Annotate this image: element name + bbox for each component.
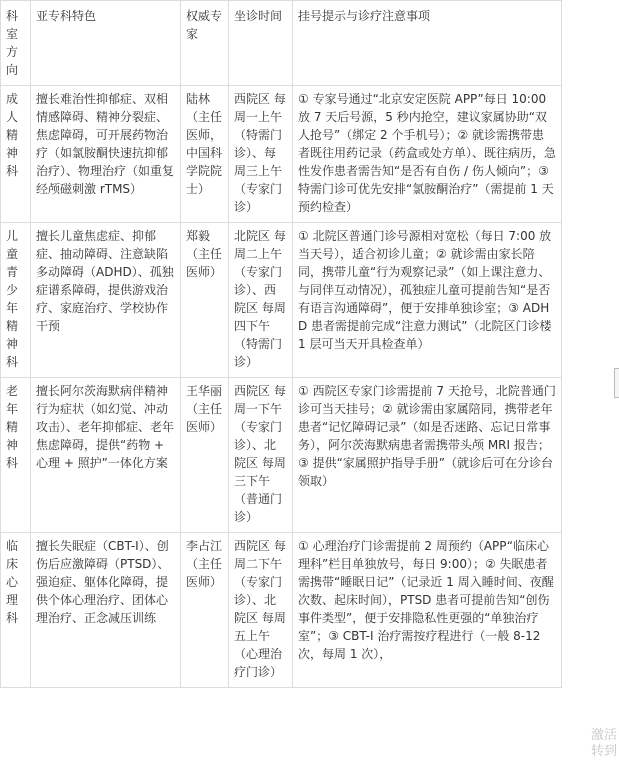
- cell-schedule: 西院区 每周一上午（特需门诊）、每周三上午（专家门诊）: [229, 86, 293, 223]
- header-notes: 挂号提示与诊疗注意事项: [293, 1, 562, 86]
- cell-schedule: 西院区 每周二下午（专家门诊）、北院区 每周五上午（心理治疗门诊）: [229, 533, 293, 688]
- table-row: [1, 86, 562, 223]
- cell-notes: ① 心理治疗门诊需提前 2 周预约（APP“临床心理科”栏目单独放号，每日 9:00）；② 失眠患者需携带“睡眠日记”（记录近 1 周入睡时间、夜醒次数、起床时间），PTSD 患者可提前告知“创伤事件类型”，便于安排隐私性更强的“单独治疗室”；③ CBT-I 治疗需按疗程进行（一般 8-12 次，每周 1 次），: [293, 533, 562, 688]
- cell-specialty: 擅长难治性抑郁症、双相情感障碍、精神分裂症、焦虑障碍，可开展药物治疗（如氯胺酮快速抗抑郁治疗）、物理治疗（如重复经颅磁刺激 rTMS）: [31, 86, 181, 223]
- side-scroll-handle[interactable]: [614, 368, 619, 398]
- table-header-row: [1, 1, 562, 86]
- cell-specialty: 擅长阿尔茨海默病伴精神行为症状（如幻觉、冲动攻击）、老年抑郁症、老年焦虑障碍，提供“药物 + 心理 + 照护”一体化方案: [31, 378, 181, 533]
- cell-notes: ① 北院区普通门诊号源相对宽松（每日 7:00 放当天号），适合初诊儿童；② 就诊需由家长陪同，携带儿童“行为观察记录”（如上课注意力、与同伴互动情况），孤独症儿童可提前告知“是否有语言沟通障碍”，便于安排单独诊室；③ ADHD 患者需提前完成“注意力测试”（北院区门诊楼 1 层可当天开具检查单）: [293, 223, 562, 378]
- cell-specialty: 擅长失眠症（CBT-I）、创伤后应激障碍（PTSD）、强迫症、躯体化障碍，提供个体心理治疗、团体心理治疗、正念减压训练: [31, 533, 181, 688]
- cell-expert: 李占江（主任医师）: [181, 533, 229, 688]
- cell-expert: 郑毅（主任医师）: [181, 223, 229, 378]
- cell-expert: 王华丽（主任医师）: [181, 378, 229, 533]
- cell-schedule: 西院区 每周一下午（专家门诊）、北院区 每周三下午（普通门诊）: [229, 378, 293, 533]
- cell-notes: ① 专家号通过“北京安定医院 APP”每日 10:00 放 7 天后号源，5 秒内抢空，建议家属协助“双人抢号”（绑定 2 个手机号）；② 就诊需携带患者既往用药记录（药盒或处方单）、既往病历，急性发作患者需告知“是否有自伤 / 伤人倾向”；③ 特需门诊可优先安排“氯胺酮治疗”（需提前 1 天预约检查）: [293, 86, 562, 223]
- cell-schedule: 北院区 每周二上午（专家门诊）、西院区 每周四下午（特需门诊）: [229, 223, 293, 378]
- header-expert: 权威专家: [181, 1, 229, 86]
- cell-dept: 临床心理科: [1, 533, 31, 688]
- watermark-line: 激活: [590, 728, 617, 743]
- header-dept: 科室方向: [1, 1, 31, 86]
- cell-specialty: 擅长儿童焦虑症、抑郁症、抽动障碍、注意缺陷多动障碍（ADHD）、孤独症谱系障碍，提供游戏治疗、家庭治疗、学校协作干预: [31, 223, 181, 378]
- watermark-line: 转到: [590, 744, 617, 759]
- cell-notes: ① 西院区专家门诊需提前 7 天抢号，北院普通门诊可当天挂号；② 就诊需由家属陪同，携带老年患者“记忆障碍记录”（如是否迷路、忘记日常事务），阿尔茨海默病患者需携带头颅 MRI 报告；③ 提供“家属照护指导手册”（就诊后可在分诊台领取）: [293, 378, 562, 533]
- table-row: [1, 223, 562, 378]
- cell-dept: 成人精神科: [1, 86, 31, 223]
- cell-dept: 儿童青少年精神科: [1, 223, 31, 378]
- cell-expert: 陆林（主任医师，中国科学院院士）: [181, 86, 229, 223]
- table-row: [1, 533, 562, 688]
- cell-dept: 老年精神科: [1, 378, 31, 533]
- header-specialty: 亚专科特色: [31, 1, 181, 86]
- table-row: [1, 378, 562, 533]
- activation-watermark: [591, 728, 617, 760]
- header-schedule: 坐诊时间: [229, 1, 293, 86]
